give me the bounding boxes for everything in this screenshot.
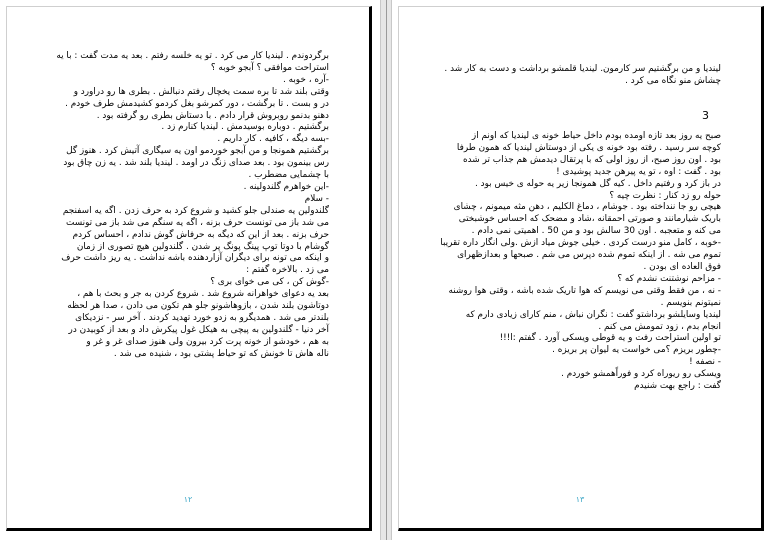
left-page-number: ۱۲ [183,495,193,504]
text-line: بود . گفت : اوه ، تو یه پیرهن جدید پوشیدی ! [556,166,721,177]
text-line: - سلام [304,193,329,204]
text-line: می کنه و متعجبه . اون 30 سالش بود و من 50 . اهمیتی نمی دادم . [471,226,721,237]
text-line: به هم ، خودشو از خونه پرت کرد بیرون ولی هنوز صدای غر و غر و [86,336,329,347]
text-line: برگشتیم . دوباره بوسیدمش . لیندیا کنارم زد . [161,122,329,133]
page-gutter [380,0,392,540]
left-page [6,6,372,531]
text-line: -بسه دیگه ، کافیه . کار داریم . [217,134,329,145]
right-page-intro [443,64,721,88]
text-line: بود . اون روز صبح، از روز اولی که با پرتقال دیدمش هم جذاب تر شده [463,154,721,165]
text-line: در باز کرد و رفتیم داخل . کیه گل همونجا زیر یه حوله ی خیس بود . [474,178,721,189]
text-line: وقتی بلند شد تا بره سمت یخچال رفتم دنبالش . بطری ها رو دراورد و [73,86,329,97]
text-line: در و بست . تا برگشت ، دور کمرشو بغل کردمو کشیدمش طرف خودم . [65,98,329,109]
text-line: می شد باز می تونست حرف بزنه ، اگه یه سنگم می شد باز می تونست [66,217,329,228]
right-page [398,6,764,531]
text-line: برگردوندم . لیندیا کار می کرد . تو یه خلسه رفتم . بعد یه مدت گفت : با یه [56,51,329,61]
text-line: انجام بدم ، زود تمومش می کنم . [598,321,721,332]
text-line: لیندیا وسایلشو برداشتو گفت : نگران نباش ، منم کارای زیادی دارم که [465,309,721,320]
text-line: - مزاحم نوشتنت نشدم که ؟ [617,273,721,284]
text-line: -خوبه ، کامل منو درست کردی . خیلی جوش میاد ازش .ولی انگار داره تقریبا [440,238,721,249]
text-line: نمیتونم بنویسم . [660,297,721,308]
text-line: دوتاشون بلند شدن ، بازوهاشونو جلو هم تکون می دادن ، صدا هر لحظه [67,301,329,312]
text-line: گوشام با دوتا توپ پینگ پونگ پر شدن . گلندولین هیچ تصوری از زمان [76,241,329,252]
text-line: دهنو بدنمو روبروش قرار دادم . با دستاش بطری رو گرفته بود . [96,110,329,121]
text-line: با چشمایی مضطرب . [248,170,329,181]
text-line: کوچه سر رسید . رفته بود خونه ی یکی از دوستاش لیندیا که همون طرفا [456,142,721,153]
text-line: رس بینمون بود . بعد صدای زنگ در اومد . لیندیا بلند شد . یه زن چاق بود [63,158,329,169]
text-line: حوله رو زد کنار : نظرت چیه ؟ [609,190,721,201]
text-line: چشاش منو نگاه می کرد . [625,75,721,86]
left-page-text [51,51,329,361]
text-line: گلندولین یه صندلی جلو کشید و شروع کرد به حرف زدن . اگه یه اسفنجم [62,205,329,216]
text-line: باریک شیارمانند و صورتی احمقانه ،شاد و مضحک که احساس خوشبختی [458,214,721,225]
text-line: بعد یه دعوای خواهرانه شروع شد . شروع کردن به جر و بحث با هم ، [77,289,329,300]
text-line: -گوش کن ، کی می خوای بری ؟ [210,277,329,288]
text-line: تموم می شه . از اینکه تموم شده دپرس می شم . صبحها و بعدازظهرای [457,250,721,261]
chapter-number: 3 [702,109,709,122]
text-line: -این خواهرم گلندولینه . [243,181,329,192]
text-line: فوق العاده ای بودن . [643,261,721,272]
text-line: ناله هاش تا خونش که تو حیاط پشتی بود ، شنیده می شد . [113,348,329,359]
right-page-number: ۱۳ [575,495,585,504]
text-line: صبح یه روز بعد تازه اومده بودم داخل حیاط خونه ی لیندیا که اونم از [471,131,721,141]
text-line: می زد . بالاخره گفتم : [246,265,329,276]
text-line: حرف بزنه . بعد از این که دیگه به حرفاش گوش ندادم ، احساس کردم [72,229,329,240]
text-line: ویسکی رو ریوراه کرد و فوراًهمشو خوردم . [561,369,721,380]
text-line: -چطور بریزم ؟می خواست یه لیوان پر بریزه . [552,345,721,356]
text-line: استراحت موافقی ؟ آبجو خوبه ؟ [210,62,329,73]
right-page-text [440,131,721,393]
text-line: -آره ، خوبه . [282,74,329,85]
text-line: - نه ، من فقط وقتی می نویسم که هوا تاریک شده باشه ، وقتی هوا روشنه [448,285,721,296]
text-line: بلندتر می شد . همدیگرو به زدو خورد تهدید کردند . آخر سر - نزدیکای [75,312,329,323]
text-line: برگشتیم همونجا و من آبجو خوردمو اون یه سیگاری آتیش کرد . هنوز گل [66,146,329,157]
text-line: گفت : راجع بهت شنیدم [634,381,721,392]
text-line: هیچی رو جا ننداخته بود . جوشام ، دماغ الکلیم ، دهن مثه میمونم ، چشای [453,202,721,213]
text-line: لیندیا و من برگشتیم سر کارمون. لیندیا قلمشو برداشت و دست به کار شد . [444,64,721,74]
text-line: تو اولین استراحت رفت و یه قوطی ویسکی آورد . گفتم :ا!!! [499,333,721,344]
text-line: آخر دنیا - گلندولین به پیچی به هیکل غول پیکرش داد و بعد از کوبیدن در [68,324,329,335]
text-line: و اینکه می تونه برای دیگران آزاردهنده باشه نداشت . یه ریز داشت حرف [61,253,329,264]
text-line: - نصفه ! [689,357,721,368]
